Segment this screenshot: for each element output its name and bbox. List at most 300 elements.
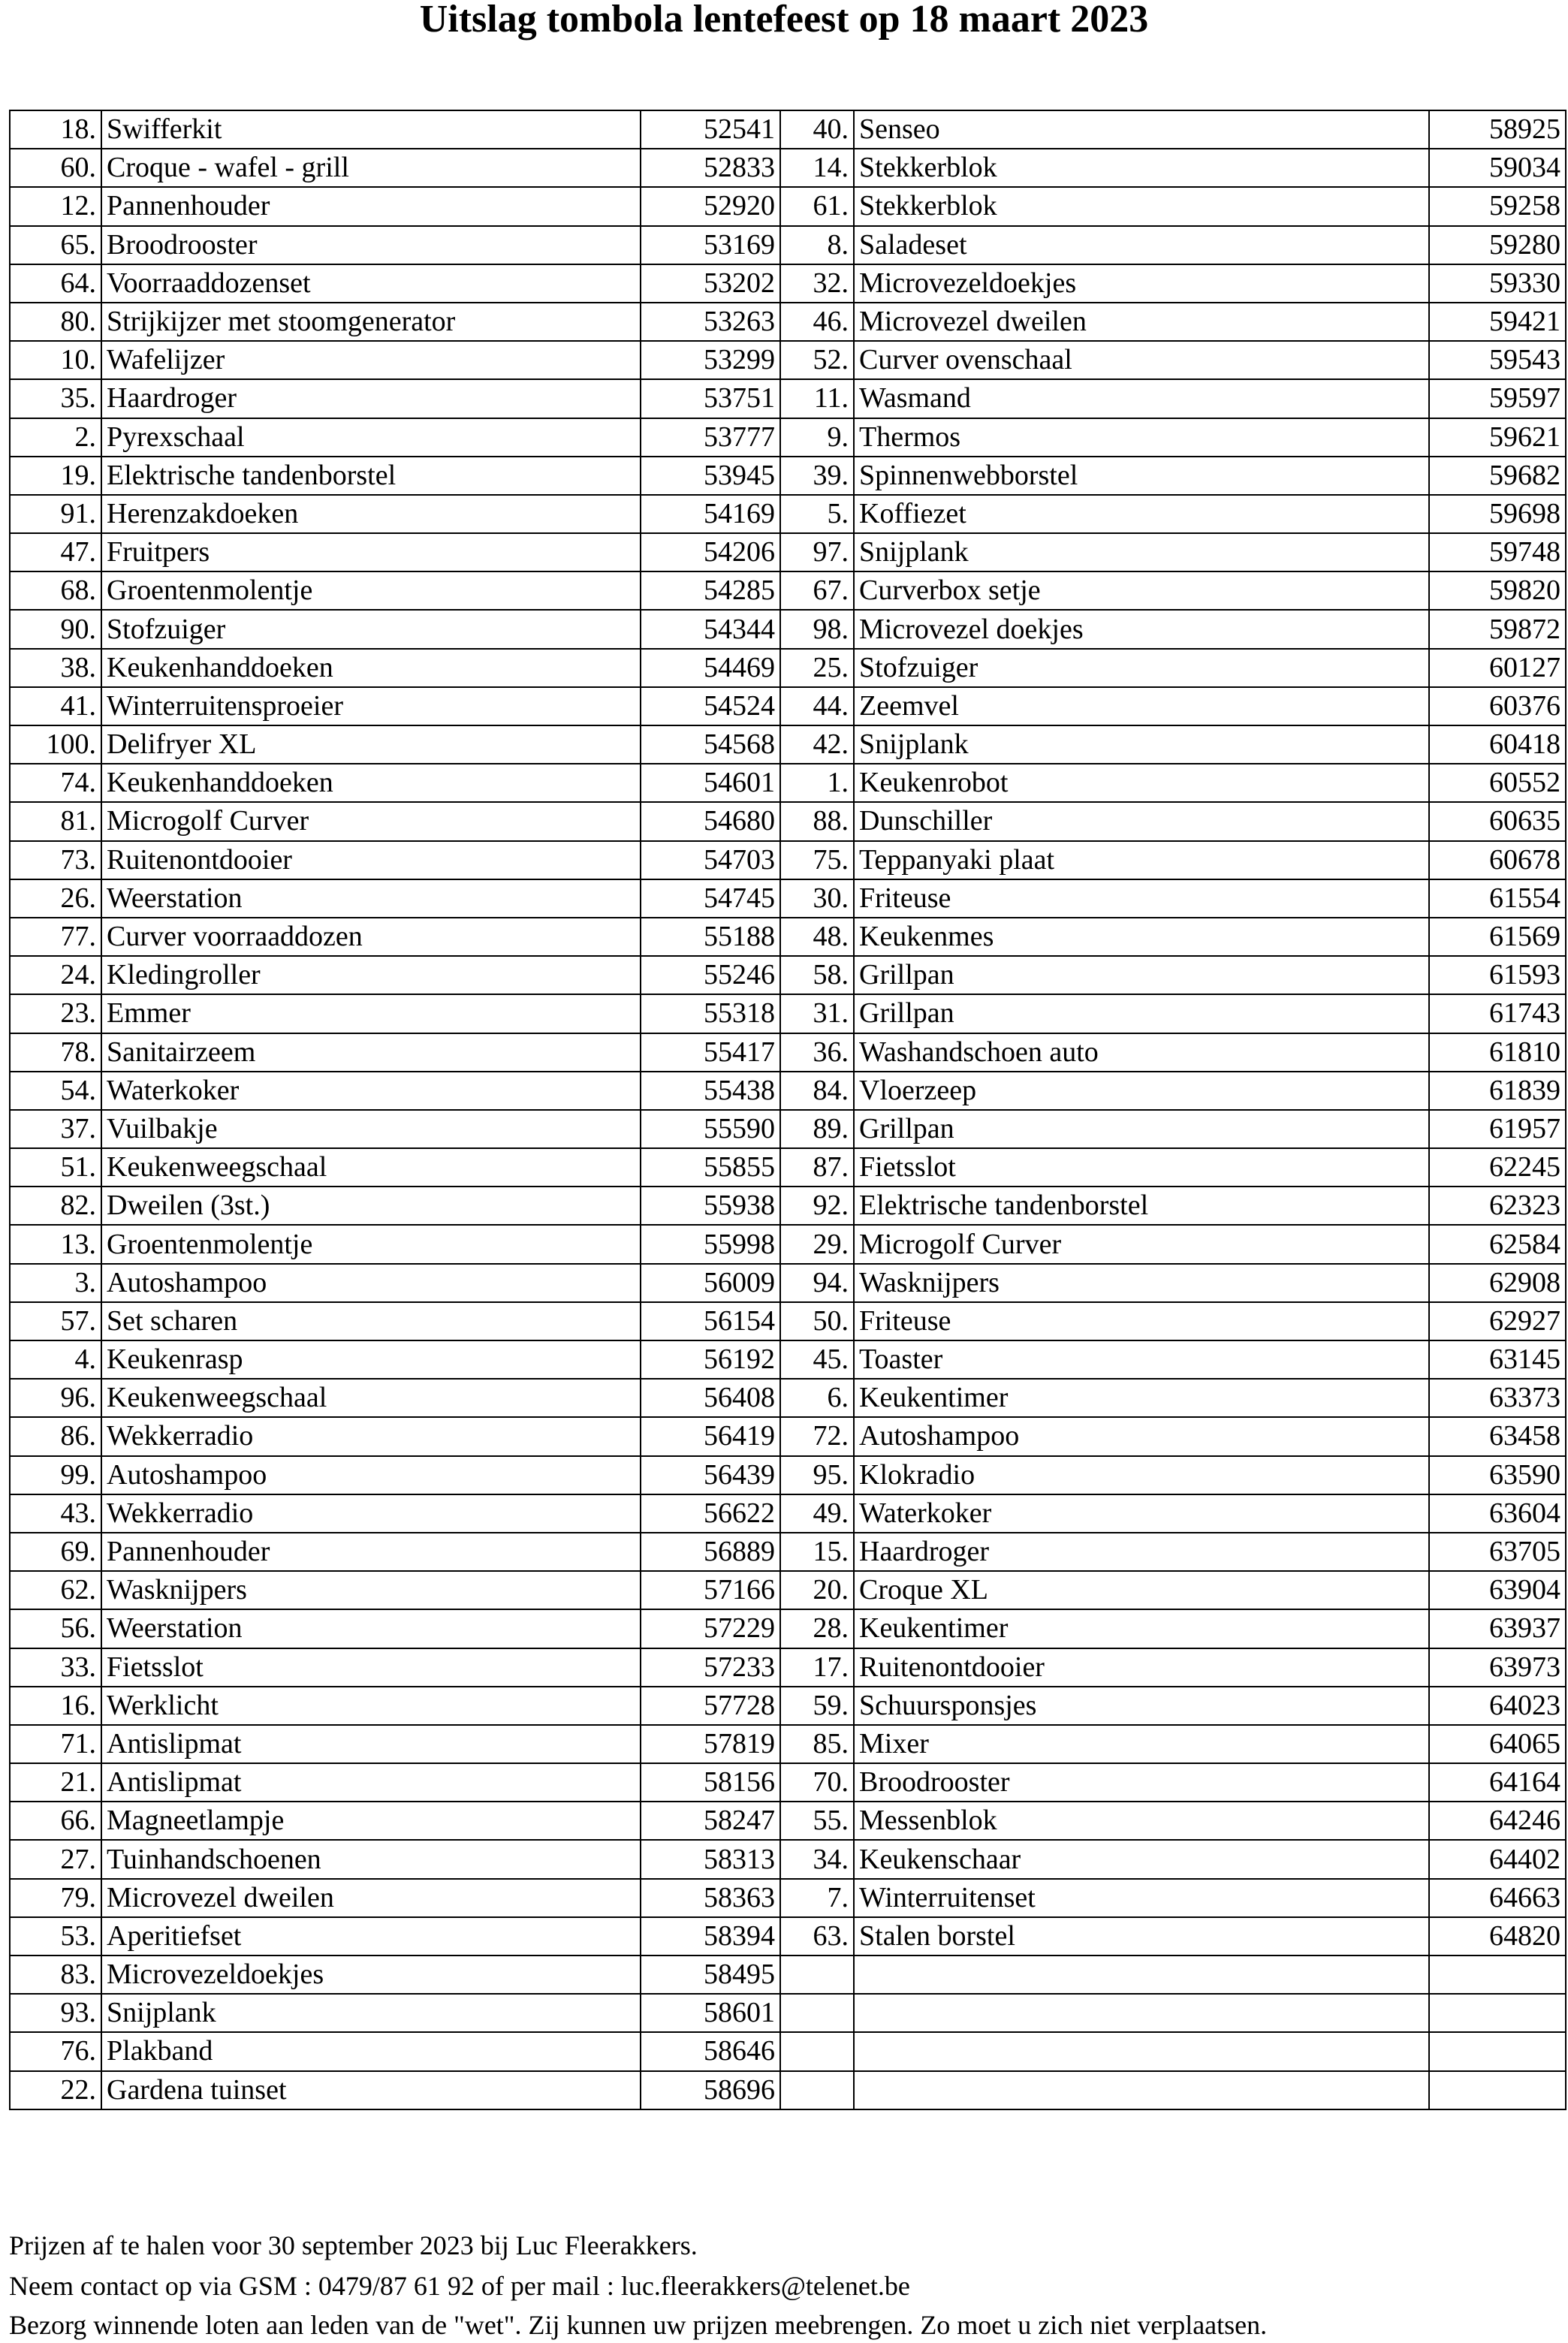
right-prize-number: 49. <box>780 1494 854 1533</box>
table-row <box>10 610 1566 648</box>
left-prize-name: Autoshampoo <box>101 1456 641 1494</box>
left-prize-number: 12. <box>10 187 101 225</box>
right-prize-number <box>780 1956 854 1994</box>
left-ticket-number: 55417 <box>641 1033 780 1072</box>
left-prize-name: Microgolf Curver <box>101 802 641 840</box>
right-prize-number: 7. <box>780 1879 854 1917</box>
right-prize-name: Curverbox setje <box>854 571 1429 610</box>
left-ticket-number: 53169 <box>641 226 780 264</box>
right-prize-number: 5. <box>780 495 854 533</box>
right-prize-number: 20. <box>780 1571 854 1609</box>
right-prize-name: Broodrooster <box>854 1763 1429 1802</box>
right-ticket-number: 59820 <box>1429 571 1566 610</box>
left-ticket-number: 54169 <box>641 495 780 533</box>
left-prize-number: 23. <box>10 994 101 1033</box>
table-row <box>10 341 1566 379</box>
left-prize-name: Weerstation <box>101 879 641 918</box>
left-prize-name: Autoshampoo <box>101 1264 641 1302</box>
table-row <box>10 802 1566 840</box>
left-prize-number: 90. <box>10 610 101 648</box>
left-prize-number: 21. <box>10 1763 101 1802</box>
results-table <box>9 110 1566 2110</box>
right-ticket-number: 60678 <box>1429 841 1566 879</box>
right-ticket-number: 61593 <box>1429 956 1566 994</box>
right-ticket-number: 59258 <box>1429 187 1566 225</box>
left-ticket-number: 55188 <box>641 918 780 956</box>
table-row <box>10 1609 1566 1648</box>
right-prize-number: 29. <box>780 1225 854 1263</box>
right-prize-number: 28. <box>780 1609 854 1648</box>
table-row <box>10 303 1566 341</box>
left-prize-number: 69. <box>10 1533 101 1571</box>
right-prize-number: 15. <box>780 1533 854 1571</box>
left-ticket-number: 55998 <box>641 1225 780 1263</box>
left-prize-name: Swifferkit <box>101 110 641 149</box>
right-prize-name: Vloerzeep <box>854 1072 1429 1110</box>
left-prize-name: Kledingroller <box>101 956 641 994</box>
left-prize-number: 77. <box>10 918 101 956</box>
right-prize-number: 94. <box>780 1264 854 1302</box>
left-prize-name: Werklicht <box>101 1687 641 1725</box>
right-prize-number: 87. <box>780 1148 854 1187</box>
right-prize-number: 14. <box>780 149 854 187</box>
left-ticket-number: 58646 <box>641 2032 780 2070</box>
left-prize-number: 62. <box>10 1571 101 1609</box>
left-prize-number: 80. <box>10 303 101 341</box>
right-ticket-number: 59543 <box>1429 341 1566 379</box>
right-prize-name: Elektrische tandenborstel <box>854 1187 1429 1225</box>
right-prize-name: Wasknijpers <box>854 1264 1429 1302</box>
table-row <box>10 764 1566 802</box>
right-prize-number <box>780 2071 854 2109</box>
right-ticket-number: 59698 <box>1429 495 1566 533</box>
left-prize-name: Curver voorraaddozen <box>101 918 641 956</box>
left-prize-number: 71. <box>10 1725 101 1763</box>
table-row <box>10 187 1566 225</box>
left-ticket-number: 56009 <box>641 1264 780 1302</box>
right-prize-number: 25. <box>780 649 854 687</box>
left-prize-name: Fruitpers <box>101 533 641 571</box>
right-prize-number <box>780 2032 854 2070</box>
left-ticket-number: 56419 <box>641 1417 780 1455</box>
right-prize-number: 55. <box>780 1802 854 1840</box>
left-prize-name: Groentenmolentje <box>101 571 641 610</box>
left-prize-name: Wekkerradio <box>101 1494 641 1533</box>
table-row <box>10 1302 1566 1340</box>
right-prize-number: 9. <box>780 418 854 457</box>
table-row <box>10 1225 1566 1263</box>
left-ticket-number: 52541 <box>641 110 780 149</box>
table-row <box>10 1417 1566 1455</box>
right-prize-number: 63. <box>780 1917 854 1956</box>
right-prize-name: Wasmand <box>854 379 1429 418</box>
table-row <box>10 457 1566 495</box>
right-ticket-number: 59621 <box>1429 418 1566 457</box>
left-prize-name: Antislipmat <box>101 1725 641 1763</box>
table-row <box>10 994 1566 1033</box>
right-ticket-number: 64164 <box>1429 1763 1566 1802</box>
left-ticket-number: 57233 <box>641 1648 780 1687</box>
left-prize-number: 27. <box>10 1840 101 1878</box>
table-row <box>10 379 1566 418</box>
left-prize-name: Emmer <box>101 994 641 1033</box>
right-prize-number: 58. <box>780 956 854 994</box>
right-ticket-number: 59872 <box>1429 610 1566 648</box>
right-prize-name: Mixer <box>854 1725 1429 1763</box>
footer-pickup-note: Prijzen af te halen voor 30 september 2023 bij Luc Fleerakkers. <box>9 2230 698 2260</box>
left-prize-number: 73. <box>10 841 101 879</box>
right-ticket-number: 61957 <box>1429 1110 1566 1148</box>
right-prize-number: 31. <box>780 994 854 1033</box>
right-prize-name <box>854 1994 1429 2032</box>
left-ticket-number: 56408 <box>641 1379 780 1417</box>
results-table-body <box>10 110 1566 2109</box>
left-prize-number: 64. <box>10 264 101 303</box>
left-ticket-number: 54601 <box>641 764 780 802</box>
table-row <box>10 1110 1566 1148</box>
left-prize-name: Tuinhandschoenen <box>101 1840 641 1878</box>
right-ticket-number: 59682 <box>1429 457 1566 495</box>
right-prize-name: Keukenschaar <box>854 1840 1429 1878</box>
left-prize-number: 47. <box>10 533 101 571</box>
right-prize-name: Grillpan <box>854 956 1429 994</box>
right-prize-number: 36. <box>780 1033 854 1072</box>
left-ticket-number: 55938 <box>641 1187 780 1225</box>
left-prize-name: Delifryer XL <box>101 725 641 764</box>
left-prize-name: Keukenhanddoeken <box>101 649 641 687</box>
left-prize-name: Voorraaddozenset <box>101 264 641 303</box>
right-prize-name: Grillpan <box>854 994 1429 1033</box>
table-row <box>10 1264 1566 1302</box>
right-prize-number: 89. <box>780 1110 854 1148</box>
right-ticket-number: 63590 <box>1429 1456 1566 1494</box>
right-prize-name: Klokradio <box>854 1456 1429 1494</box>
left-prize-name: Herenzakdoeken <box>101 495 641 533</box>
left-prize-number: 13. <box>10 1225 101 1263</box>
right-prize-number: 46. <box>780 303 854 341</box>
right-ticket-number: 63373 <box>1429 1379 1566 1417</box>
right-ticket-number: 63973 <box>1429 1648 1566 1687</box>
left-prize-number: 56. <box>10 1609 101 1648</box>
right-prize-name: Stalen borstel <box>854 1917 1429 1956</box>
right-ticket-number: 63904 <box>1429 1571 1566 1609</box>
left-prize-number: 19. <box>10 457 101 495</box>
right-ticket-number: 59034 <box>1429 149 1566 187</box>
table-row <box>10 725 1566 764</box>
left-prize-number: 33. <box>10 1648 101 1687</box>
table-row <box>10 1725 1566 1763</box>
left-prize-number: 2. <box>10 418 101 457</box>
left-prize-number: 4. <box>10 1340 101 1379</box>
left-prize-number: 86. <box>10 1417 101 1455</box>
left-prize-number: 100. <box>10 725 101 764</box>
left-prize-number: 16. <box>10 1687 101 1725</box>
right-prize-name: Waterkoker <box>854 1494 1429 1533</box>
table-row <box>10 1033 1566 1072</box>
left-ticket-number: 57819 <box>641 1725 780 1763</box>
left-prize-number: 74. <box>10 764 101 802</box>
right-prize-name: Stofzuiger <box>854 649 1429 687</box>
right-prize-number: 61. <box>780 187 854 225</box>
footer-delivery-note: Bezorg winnende loten aan leden van de "wet". Zij kunnen uw prijzen meebrengen. Zo moet u zich niet verplaatsen. <box>9 2310 1268 2340</box>
table-row <box>10 1917 1566 1956</box>
right-prize-number: 40. <box>780 110 854 149</box>
right-ticket-number: 59597 <box>1429 379 1566 418</box>
right-ticket-number: 63458 <box>1429 1417 1566 1455</box>
left-prize-name: Keukenrasp <box>101 1340 641 1379</box>
right-prize-number: 50. <box>780 1302 854 1340</box>
table-row <box>10 1072 1566 1110</box>
table-row <box>10 226 1566 264</box>
table-row <box>10 841 1566 879</box>
table-row <box>10 687 1566 725</box>
right-prize-name: Keukenmes <box>854 918 1429 956</box>
right-ticket-number: 60635 <box>1429 802 1566 840</box>
right-prize-name <box>854 1956 1429 1994</box>
right-prize-number: 75. <box>780 841 854 879</box>
left-prize-number: 96. <box>10 1379 101 1417</box>
right-prize-name: Schuursponsjes <box>854 1687 1429 1725</box>
left-prize-name: Aperitiefset <box>101 1917 641 1956</box>
right-prize-number: 88. <box>780 802 854 840</box>
right-prize-name: Ruitenontdooier <box>854 1648 1429 1687</box>
left-prize-number: 99. <box>10 1456 101 1494</box>
left-ticket-number: 56889 <box>641 1533 780 1571</box>
table-row <box>10 1187 1566 1225</box>
left-ticket-number: 56622 <box>641 1494 780 1533</box>
left-ticket-number: 54469 <box>641 649 780 687</box>
right-prize-number: 6. <box>780 1379 854 1417</box>
right-prize-number: 48. <box>780 918 854 956</box>
left-prize-number: 43. <box>10 1494 101 1533</box>
left-prize-number: 68. <box>10 571 101 610</box>
right-prize-number: 39. <box>780 457 854 495</box>
left-prize-number: 78. <box>10 1033 101 1072</box>
right-prize-number: 32. <box>780 264 854 303</box>
left-prize-name: Microvezel dweilen <box>101 1879 641 1917</box>
right-prize-name: Friteuse <box>854 1302 1429 1340</box>
left-prize-number: 51. <box>10 1148 101 1187</box>
right-prize-name: Messenblok <box>854 1802 1429 1840</box>
right-prize-name: Saladeset <box>854 226 1429 264</box>
left-ticket-number: 54703 <box>641 841 780 879</box>
left-prize-number: 41. <box>10 687 101 725</box>
right-ticket-number: 59330 <box>1429 264 1566 303</box>
right-ticket-number: 64023 <box>1429 1687 1566 1725</box>
left-ticket-number: 58363 <box>641 1879 780 1917</box>
left-prize-number: 38. <box>10 649 101 687</box>
left-prize-name: Keukenhanddoeken <box>101 764 641 802</box>
left-prize-name: Snijplank <box>101 1994 641 2032</box>
table-row <box>10 1648 1566 1687</box>
left-prize-name: Keukenweegschaal <box>101 1148 641 1187</box>
right-prize-name: Keukentimer <box>854 1609 1429 1648</box>
right-ticket-number: 64663 <box>1429 1879 1566 1917</box>
left-ticket-number: 56192 <box>641 1340 780 1379</box>
right-ticket-number: 63705 <box>1429 1533 1566 1571</box>
left-prize-number: 66. <box>10 1802 101 1840</box>
right-ticket-number: 59421 <box>1429 303 1566 341</box>
right-ticket-number: 62245 <box>1429 1148 1566 1187</box>
right-prize-name: Keukentimer <box>854 1379 1429 1417</box>
left-prize-name: Sanitairzeem <box>101 1033 641 1072</box>
table-row <box>10 2071 1566 2109</box>
table-row <box>10 1802 1566 1840</box>
right-ticket-number: 63604 <box>1429 1494 1566 1533</box>
left-prize-number: 18. <box>10 110 101 149</box>
left-ticket-number: 58313 <box>641 1840 780 1878</box>
right-prize-number: 84. <box>780 1072 854 1110</box>
left-ticket-number: 58601 <box>641 1994 780 2032</box>
right-prize-number: 45. <box>780 1340 854 1379</box>
right-prize-name: Koffiezet <box>854 495 1429 533</box>
left-prize-name: Gardena tuinset <box>101 2071 641 2109</box>
right-prize-name: Washandschoen auto <box>854 1033 1429 1072</box>
right-prize-number: 98. <box>780 610 854 648</box>
left-prize-name: Weerstation <box>101 1609 641 1648</box>
right-prize-number: 59. <box>780 1687 854 1725</box>
left-prize-number: 24. <box>10 956 101 994</box>
left-prize-number: 79. <box>10 1879 101 1917</box>
page-title: Uitslag tombola lentefeest op 18 maart 2023 <box>419 0 1149 41</box>
table-row <box>10 918 1566 956</box>
right-prize-name: Dunschiller <box>854 802 1429 840</box>
right-prize-number: 67. <box>780 571 854 610</box>
left-ticket-number: 58495 <box>641 1956 780 1994</box>
table-row <box>10 571 1566 610</box>
left-ticket-number: 54568 <box>641 725 780 764</box>
left-ticket-number: 56154 <box>641 1302 780 1340</box>
right-prize-number: 85. <box>780 1725 854 1763</box>
table-row <box>10 533 1566 571</box>
right-prize-name: Microvezel doekjes <box>854 610 1429 648</box>
left-ticket-number: 55855 <box>641 1148 780 1187</box>
left-prize-number: 91. <box>10 495 101 533</box>
left-prize-number: 81. <box>10 802 101 840</box>
footer-contact-note: Neem contact op via GSM : 0479/87 61 92 of per mail : luc.fleerakkers@telenet.be <box>9 2271 910 2301</box>
right-ticket-number: 63937 <box>1429 1609 1566 1648</box>
left-prize-name: Winterruitensproeier <box>101 687 641 725</box>
right-ticket-number: 61743 <box>1429 994 1566 1033</box>
right-ticket-number: 64402 <box>1429 1840 1566 1878</box>
right-prize-number: 72. <box>780 1417 854 1455</box>
table-row <box>10 1148 1566 1187</box>
table-row <box>10 2032 1566 2070</box>
table-row <box>10 1994 1566 2032</box>
table-row <box>10 495 1566 533</box>
right-prize-number: 97. <box>780 533 854 571</box>
right-ticket-number: 62584 <box>1429 1225 1566 1263</box>
right-prize-name: Snijplank <box>854 533 1429 571</box>
left-prize-name: Croque - wafel - grill <box>101 149 641 187</box>
right-prize-name: Teppanyaki plaat <box>854 841 1429 879</box>
table-row <box>10 1840 1566 1878</box>
left-prize-name: Wasknijpers <box>101 1571 641 1609</box>
left-prize-name: Waterkoker <box>101 1072 641 1110</box>
table-row <box>10 1687 1566 1725</box>
left-ticket-number: 57166 <box>641 1571 780 1609</box>
left-prize-name: Elektrische tandenborstel <box>101 457 641 495</box>
left-prize-name: Groentenmolentje <box>101 1225 641 1263</box>
left-prize-name: Dweilen (3st.) <box>101 1187 641 1225</box>
table-row <box>10 1456 1566 1494</box>
left-ticket-number: 57728 <box>641 1687 780 1725</box>
table-row <box>10 1494 1566 1533</box>
left-prize-number: 35. <box>10 379 101 418</box>
left-ticket-number: 54206 <box>641 533 780 571</box>
left-prize-name: Set scharen <box>101 1302 641 1340</box>
right-ticket-number: 62908 <box>1429 1264 1566 1302</box>
left-prize-number: 26. <box>10 879 101 918</box>
right-prize-name: Fietsslot <box>854 1148 1429 1187</box>
left-ticket-number: 55246 <box>641 956 780 994</box>
right-prize-number: 44. <box>780 687 854 725</box>
table-row <box>10 149 1566 187</box>
right-ticket-number: 63145 <box>1429 1340 1566 1379</box>
right-prize-name: Thermos <box>854 418 1429 457</box>
right-prize-number: 52. <box>780 341 854 379</box>
right-ticket-number <box>1429 1994 1566 2032</box>
left-prize-number: 54. <box>10 1072 101 1110</box>
left-prize-name: Pannenhouder <box>101 1533 641 1571</box>
left-ticket-number: 52920 <box>641 187 780 225</box>
right-ticket-number: 64246 <box>1429 1802 1566 1840</box>
left-prize-name: Broodrooster <box>101 226 641 264</box>
right-ticket-number: 59280 <box>1429 226 1566 264</box>
left-ticket-number: 58696 <box>641 2071 780 2109</box>
left-prize-name: Wekkerradio <box>101 1417 641 1455</box>
left-prize-name: Fietsslot <box>101 1648 641 1687</box>
right-ticket-number <box>1429 2071 1566 2109</box>
left-ticket-number: 55318 <box>641 994 780 1033</box>
table-row <box>10 1879 1566 1917</box>
right-ticket-number: 60127 <box>1429 649 1566 687</box>
right-prize-name: Zeemvel <box>854 687 1429 725</box>
right-prize-number: 1. <box>780 764 854 802</box>
table-row <box>10 1571 1566 1609</box>
right-prize-number: 70. <box>780 1763 854 1802</box>
left-ticket-number: 58156 <box>641 1763 780 1802</box>
right-prize-name: Winterruitenset <box>854 1879 1429 1917</box>
table-row <box>10 1379 1566 1417</box>
right-prize-name: Stekkerblok <box>854 187 1429 225</box>
right-ticket-number: 61554 <box>1429 879 1566 918</box>
left-prize-number: 57. <box>10 1302 101 1340</box>
left-prize-number: 82. <box>10 1187 101 1225</box>
right-prize-name: Grillpan <box>854 1110 1429 1148</box>
left-prize-name: Pannenhouder <box>101 187 641 225</box>
left-ticket-number: 54745 <box>641 879 780 918</box>
right-prize-number: 95. <box>780 1456 854 1494</box>
right-ticket-number: 60376 <box>1429 687 1566 725</box>
left-prize-number: 93. <box>10 1994 101 2032</box>
left-prize-name: Ruitenontdooier <box>101 841 641 879</box>
right-prize-name: Toaster <box>854 1340 1429 1379</box>
table-row <box>10 110 1566 149</box>
table-row <box>10 1763 1566 1802</box>
table-row <box>10 956 1566 994</box>
left-ticket-number: 53263 <box>641 303 780 341</box>
left-ticket-number: 53945 <box>641 457 780 495</box>
left-prize-name: Magneetlampje <box>101 1802 641 1840</box>
right-prize-name: Curver ovenschaal <box>854 341 1429 379</box>
left-ticket-number: 53751 <box>641 379 780 418</box>
right-prize-number <box>780 1994 854 2032</box>
right-prize-name: Haardroger <box>854 1533 1429 1571</box>
left-ticket-number: 55590 <box>641 1110 780 1148</box>
right-ticket-number: 61569 <box>1429 918 1566 956</box>
table-row <box>10 1533 1566 1571</box>
